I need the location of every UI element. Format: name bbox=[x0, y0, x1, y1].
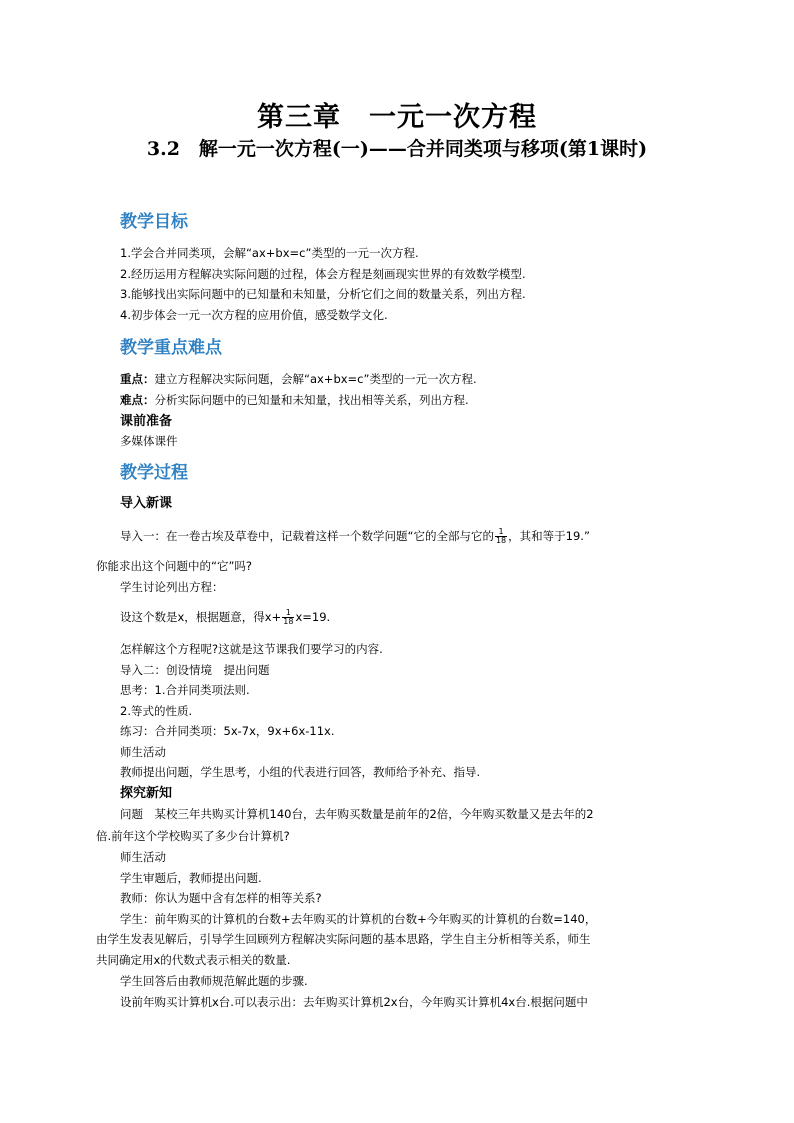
fraction-numerator: 1 bbox=[495, 528, 507, 537]
equation-text-a: 设这个数是x，根据题意，得x+ bbox=[120, 610, 282, 624]
difficulty-label: 难点： bbox=[120, 392, 155, 407]
process-heading: 教学过程 bbox=[120, 463, 188, 483]
think-2: 2.等式的性质. bbox=[120, 703, 193, 718]
key-point-line bbox=[120, 369, 720, 390]
fraction-denominator: 18 bbox=[495, 536, 507, 545]
equation-fraction bbox=[282, 609, 294, 626]
objective-item: 2.经历运用方程解决实际问题的过程，体会方程是刻画现实世界的有效数学模型. bbox=[120, 266, 526, 281]
fraction-numerator: 1 bbox=[282, 609, 294, 618]
prep-text: 多媒体课件 bbox=[120, 434, 178, 448]
key-point-label: 重点： bbox=[120, 372, 155, 386]
explore-body bbox=[120, 847, 720, 929]
intro-heading: 导入新课 bbox=[120, 496, 173, 511]
activity-label: 师生活动 bbox=[120, 744, 166, 759]
intro1-text-b: ，其和等于19.” bbox=[508, 529, 590, 543]
problem-line-1: 问题 某校三年共购买计算机140台，去年购买数量是前年的2倍，今年购买数量又是去年的2 bbox=[120, 807, 594, 821]
intro1-line bbox=[120, 526, 590, 547]
difficulty-text: 分析实际问题中的已知量和未知量，找出相等关系，列出方程. bbox=[154, 392, 469, 407]
equation-text-b: x=19. bbox=[295, 610, 331, 624]
practice-line: 练习：合并同类项：5x-7x，9x+6x-11x. bbox=[120, 724, 335, 738]
student-answer-3: 共同确定用x的代数式表示相关的数量. bbox=[96, 952, 291, 967]
difficulty-line bbox=[120, 390, 720, 411]
equation-line bbox=[120, 607, 330, 628]
think-1: 思考：1.合并同类项法则. bbox=[120, 683, 250, 697]
explore-body-wrap bbox=[96, 929, 716, 970]
setup-line: 设前年购买计算机x台.可以表示出：去年购买计算机2x台，今年购买计算机4x台.根据问题中 bbox=[120, 994, 588, 1009]
prep-heading: 课前准备 bbox=[120, 414, 173, 429]
explore-body-end bbox=[120, 971, 720, 1012]
activity-text: 学生审题后，教师提出问题. bbox=[120, 870, 262, 885]
keypoints-heading: 教学重点难点 bbox=[120, 338, 222, 358]
intro1-text-a: 导入一：在一卷古埃及草卷中，记载着这样一个数学问题“它的全部与它的 bbox=[120, 529, 494, 543]
lesson-title: 3.2 解一元一次方程(一)——合并同类项与移项(第1课时) bbox=[146, 138, 648, 160]
objectives-heading: 教学目标 bbox=[120, 212, 188, 232]
activity-label: 师生活动 bbox=[120, 850, 166, 864]
chapter-title: 第三章 一元一次方程 bbox=[257, 102, 537, 133]
student-answer-2: 由学生发表见解后，引导学生回顾列方程解决实际问题的基本思路，学生自主分析相等关系，师生 bbox=[96, 932, 591, 946]
discuss-line: 学生讨论列出方程： bbox=[120, 580, 224, 594]
fraction-denominator: 18 bbox=[283, 617, 294, 626]
keypoints-body bbox=[120, 369, 720, 410]
activity-text: 教师提出问题，学生思考，小组的代表进行回答，教师给予补充、指导. bbox=[120, 765, 481, 779]
objective-item: 1.学会合并同类项，会解“ax+bx=c”类型的一元一次方程. bbox=[120, 246, 419, 260]
objectives-section bbox=[120, 211, 720, 233]
how-solve: 怎样解这个方程呢?这就是这节课我们要学习的内容. bbox=[120, 642, 383, 656]
objectives-list bbox=[120, 243, 720, 325]
intro1-question: 你能求出这个问题中的“它”吗? bbox=[96, 559, 253, 573]
teacher-question: 教师：你认为题中含有怎样的相等关系? bbox=[120, 891, 322, 905]
process-body bbox=[120, 639, 720, 783]
student-answer-line: 学生回答后由教师规范解此题的步骤. bbox=[120, 974, 308, 988]
objective-item: 4.初步体会一元一次方程的应用价值，感受数学文化. bbox=[120, 307, 388, 322]
explore-heading: 探究新知 bbox=[120, 786, 173, 801]
problem-line-2: 倍.前年这个学校购买了多少台计算机? bbox=[96, 829, 290, 843]
key-point-text: 建立方程解决实际问题，会解“ax+bx=c”类型的一元一次方程. bbox=[154, 372, 477, 386]
intro1-fraction bbox=[495, 528, 507, 545]
objective-item: 3.能够找出实际问题中的已知量和未知量，分析它们之间的数量关系，列出方程. bbox=[120, 287, 526, 301]
student-answer-1: 学生：前年购买的计算机的台数+去年购买的计算机的台数+今年购买的计算机的台数=140， bbox=[120, 911, 597, 926]
intro2-line: 导入二：创设情境 提出问题 bbox=[120, 662, 270, 677]
